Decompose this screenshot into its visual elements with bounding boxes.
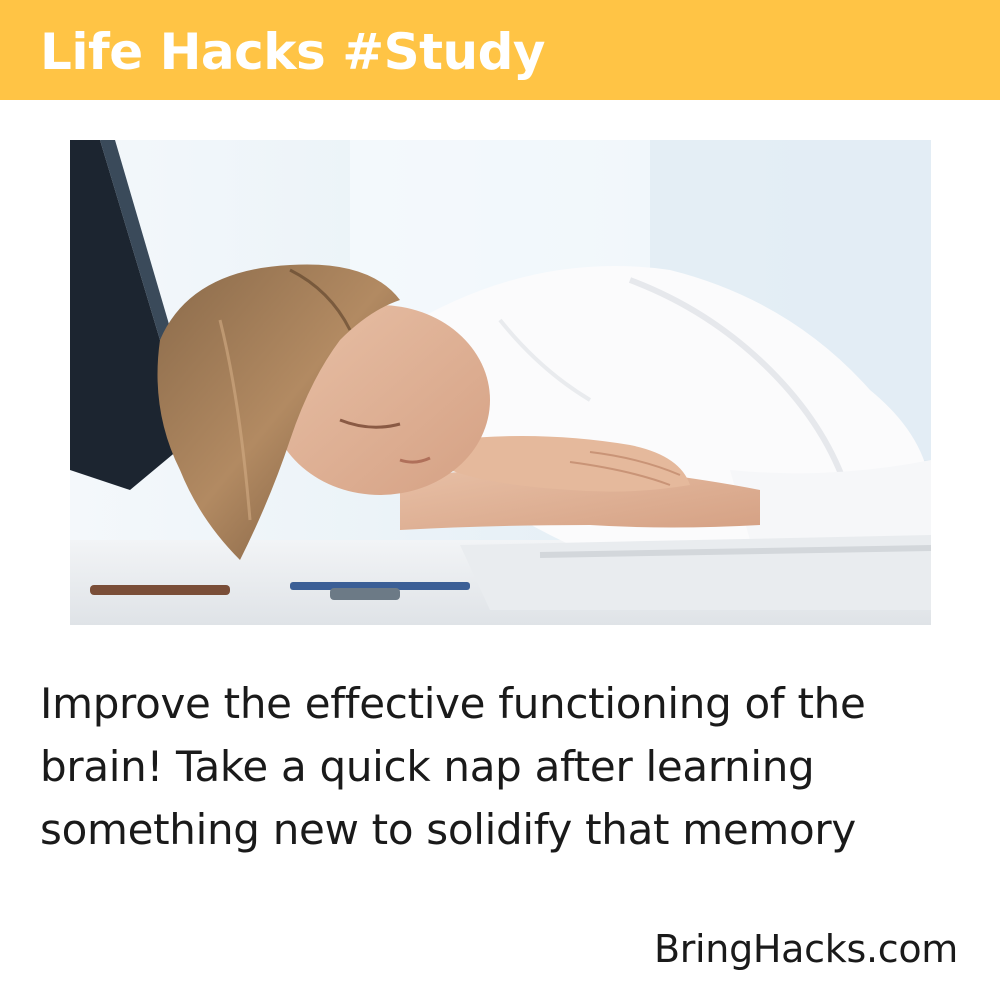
keyboard-icon	[460, 535, 931, 610]
tip-text	[40, 672, 970, 861]
pencil-icon	[90, 585, 230, 595]
sleeping-woman-photo	[70, 140, 931, 625]
tip-line-2: brain! Take a quick nap after learning	[40, 742, 815, 791]
sleeping-woman-illustration	[70, 140, 931, 625]
tip-line-3: something new to solidify that memory	[40, 805, 856, 854]
header-bar	[0, 0, 1000, 100]
brand-label: BringHacks.com	[653, 927, 958, 971]
pen-cap-icon	[330, 588, 400, 600]
tip-line-1: Improve the effective functioning of the	[40, 679, 866, 728]
page-title: Life Hacks #Study	[40, 23, 546, 81]
